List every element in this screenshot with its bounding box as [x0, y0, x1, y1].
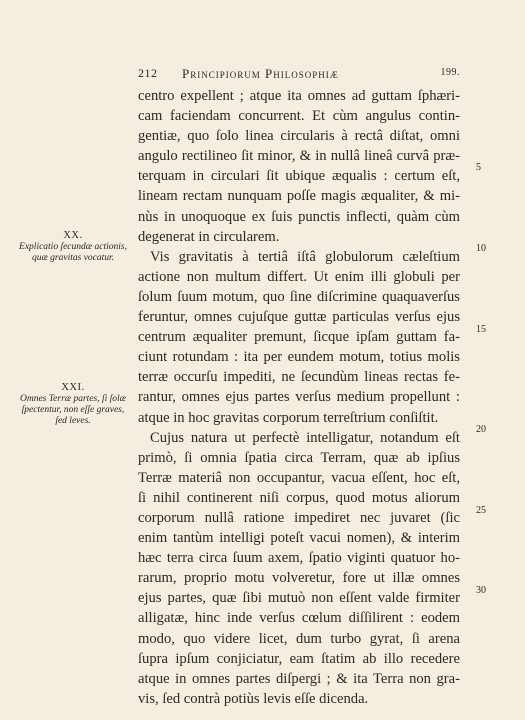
text-line: angulo rectilineo ſit minor, & in nullâ lineâ curvâ præ- [138, 148, 460, 165]
text-line: rarum, proprio motu volveretur, fore ut illæ omnes [138, 570, 460, 587]
text-line: modo, quo videre licet, dum turbo gyrat, ſi arena [138, 630, 460, 647]
text-line: atque in omnes partes diſpergi ; & ita Terra non gra- [138, 670, 460, 687]
margin-note-21 [18, 382, 128, 427]
running-title: Principiorum Philosophiæ [182, 66, 339, 81]
margin-note-20 [18, 230, 128, 264]
text-line: rantur, omnes ejus partes verſus medium propellunt : [138, 389, 460, 406]
margin-note-number: XXI. [61, 382, 85, 393]
text-line: alligatæ, hinc inde verſus cœlum diſſilirent : eodem [138, 610, 460, 627]
running-header [138, 66, 458, 82]
text-line: actione non multum differt. Ut enim illi globuli per [138, 268, 460, 285]
text-line: Vis gravitatis à tertiâ iſtâ globulorum cæleſtium [150, 248, 460, 265]
text-line: ciunt rotundam : ita per eundem motum, totius molis [138, 349, 460, 366]
text-line: feruntur, omnes cujuſque guttæ particulas verſus ejus [138, 309, 460, 326]
signature-mark: 199. [440, 67, 460, 78]
text-line: atque in hoc gravitas corporum terreſtrium conſiſtit. [138, 409, 439, 426]
text-line: centro expellent ; atque ita omnes ad guttam ſphæri- [138, 88, 460, 104]
text-line: corporum nullâ ratione impediret nec juvaret (ſic [138, 509, 460, 526]
text-line: ſupra ipſum conjiciatur, eam ſtatim ab illo recedere [138, 650, 460, 667]
text-line: lineam rectam nunquam poſſe magis æqualiter, & mi- [138, 188, 460, 205]
text-line: ſi nihil continerent niſi corpus, quod motus aliorum [138, 489, 460, 506]
line-number-20: 20 [476, 424, 486, 435]
margin-note-text: Omnes Terræ partes, ſi ſolæ ſpectentur, non eſſe graves, ſed leves. [19, 394, 126, 426]
margin-note-number: XX. [63, 230, 83, 241]
text-line: terquam in circulari ſit ubique æqualis : certum eſt, [138, 168, 460, 185]
line-number-15: 15 [476, 324, 486, 335]
main-text-block [138, 86, 460, 709]
text-line: centrum æqualiter premunt, ſicque ipſam guttam fa- [138, 329, 460, 346]
text-line: ejus partes, quæ ſibi mutuò non eſſent valde firmiter [138, 590, 460, 607]
text-line: terræ occurſu impediti, ne ſecundùm lineas rectas fe- [138, 369, 460, 386]
text-line: primò, ſi omnia ſpatia circa Terram, quæ ab ipſius [138, 449, 460, 466]
margin-note-text: Explicatio ſecundæ actionis, quæ gravitas vocatur. [19, 242, 127, 263]
text-line: cam faciendam concurrent. Et cùm angulus contin- [138, 108, 460, 125]
text-line: nùs in unoquoque ex ſuis punctis inflecti, quàm cùm [138, 208, 460, 225]
line-number-25: 25 [476, 505, 486, 516]
text-line: Terræ materiâ non occupantur, vacua eſſent, hoc eſt, [138, 469, 460, 486]
text-line: Cujus natura ut perfectè intelligatur, notandum eſt [150, 429, 460, 446]
line-number-5: 5 [476, 162, 481, 173]
text-line: ſolum ſuum motum, quo ſine diſcrimine quaquaverſus [138, 288, 460, 305]
text-line: degenerat in circularem. [138, 228, 280, 245]
text-line: vis, ſed contrà potiùs levis eſſe dicenda. [138, 690, 369, 707]
page-number: 212 [138, 66, 158, 80]
line-number-30: 30 [476, 585, 486, 596]
text-line: gentiæ, quo ſolo linea circularis à rectâ diſtat, omni [138, 128, 460, 145]
line-number-10: 10 [476, 243, 486, 254]
text-line: enim tantùm intelligi poteſt vacui nomen), & interim [138, 530, 460, 547]
text-line: hæc terra circa ſuum axem, ſpatio viginti quatuor ho- [138, 550, 460, 567]
